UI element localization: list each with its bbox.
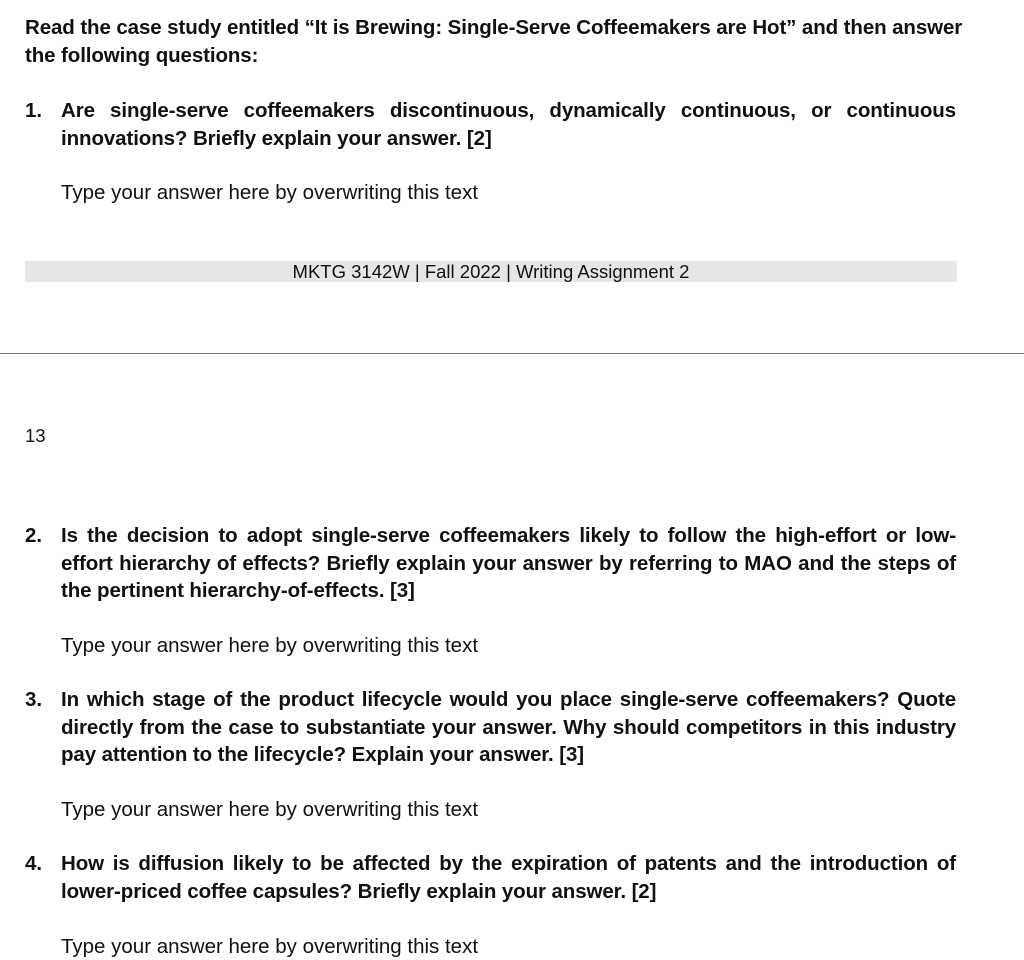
question-3-text: In which stage of the product lifecycle would you place single-serve coffeemakers? Quote directly from the case to substantiate your answer. Why should competitors in this industry pay attention to the lifecycle? Explain your answer. [3] [61,688,956,766]
question-4-text: How is diffusion likely to be affected by the expiration of patents and the introduction of lower-priced coffee capsules? Briefly explain your answer. [2] [61,852,956,903]
page-footer: MKTG 3142W | Fall 2022 | Writing Assignment 2 [25,261,957,282]
question-3-answer-field[interactable]: Type your answer here by overwriting this text [61,798,479,821]
page-number: 13 [25,425,46,446]
question-2-text: Is the decision to adopt single-serve coffeemakers likely to follow the high-effort or low-effort hierarchy of effects? Briefly explain your answer by referring to MAO and the steps of the pertinent hierarchy-of-effects. [3] [61,524,956,602]
question-4-number: 4. [25,852,43,875]
question-1-answer-field[interactable]: Type your answer here by overwriting this text [61,181,479,204]
question-2-number: 2. [25,524,43,547]
page-break-divider [0,353,1024,354]
question-1-text: Are single-serve coffeemakers discontinuous, dynamically continuous, or continuous innovations? Briefly explain your answer. [2] [61,99,956,150]
question-1-number: 1. [25,99,43,122]
instructions-heading: Read the case study entitled “It is Brewing: Single-Serve Coffeemakers are Hot” and then answer the following questions: [25,16,963,67]
question-2-answer-field[interactable]: Type your answer here by overwriting this text [61,634,479,657]
question-4-answer-field[interactable]: Type your answer here by overwriting this text [61,935,479,958]
question-3-number: 3. [25,688,43,711]
